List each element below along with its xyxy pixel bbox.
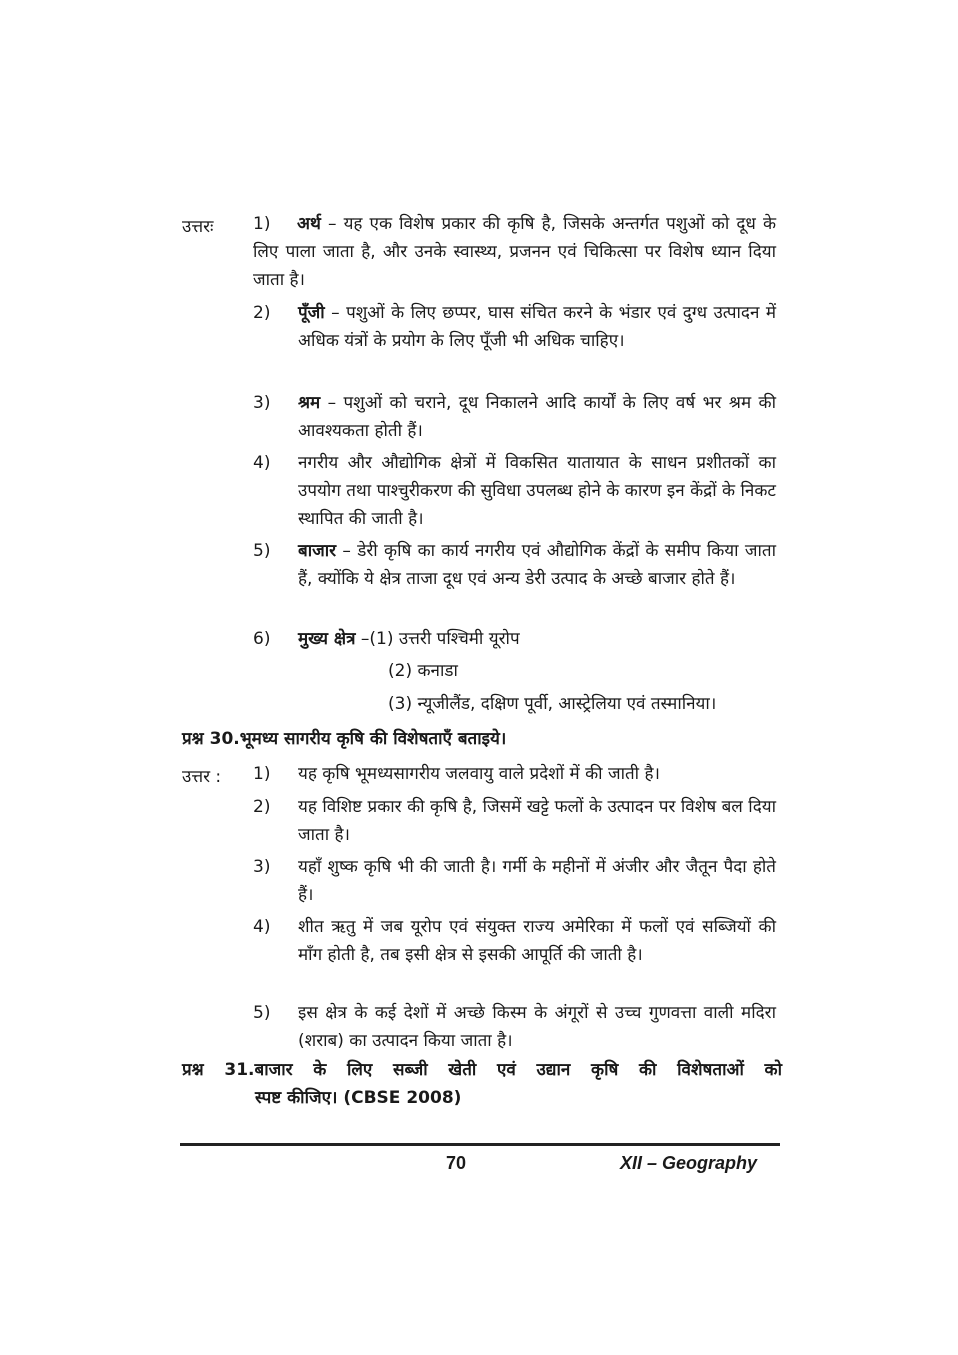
item-number: 3) — [253, 857, 271, 877]
item-number: 6) — [253, 629, 271, 649]
question-heading: प्रश्न 30.भूमध्य सागरीय कृषि की विशेषताएँ बताइये। — [182, 729, 507, 749]
question-heading-cont: स्पष्ट कीजिए। (CBSE 2008) — [255, 1088, 462, 1108]
answer-item — [298, 299, 776, 355]
answer-item — [298, 537, 776, 593]
page-number: 70 — [446, 1153, 467, 1173]
item-text: – डेरी कृषि का कार्य नगरीय एवं औद्योगिक केंद्रों के समीप किया जाता हैं, क्योंकि ये क्षेत्र ताजा दूध एवं अन्य डेरी उत्पाद के अच्छे बाजार होते हैं। — [298, 541, 776, 589]
answer-item: शीत ऋतु में जब यूरोप एवं संयुक्त राज्य अमेरिका में फलों एवं सब्जियों की माँग होती है, तब इसी क्षेत्र से इसकी आपूर्ति की जाती है। — [298, 917, 776, 965]
item-number: 2) — [253, 303, 271, 323]
item-number: 5) — [253, 1003, 271, 1023]
answer-item — [298, 389, 776, 445]
item-term: मुख्य क्षेत्र — [298, 629, 356, 649]
item-term: श्रम — [298, 393, 321, 413]
region-item: (3) न्यूजीलैंड, दक्षिण पूर्वी, आस्ट्रेलिया एवं तस्मानिया। — [388, 694, 717, 714]
item-term: पूँजी — [298, 303, 325, 323]
answer-item: यह कृषि भूमध्यसागरीय जलवायु वाले प्रदेशों में की जाती है। — [298, 764, 660, 784]
item-term: बाजार — [298, 541, 337, 561]
answer-item — [253, 210, 776, 294]
item-number: 5) — [253, 541, 271, 561]
item-number: 1) — [253, 764, 271, 784]
region-item: (2) कनाडा — [388, 661, 458, 681]
footer-subject: XII – Geography — [620, 1153, 758, 1173]
footer-divider — [180, 1143, 780, 1146]
answer-item: यह विशिष्ट प्रकार की कृषि है, जिसमें खट्टे फलों के उत्पादन पर विशेष बल दिया जाता है। — [298, 797, 776, 845]
item-text: – यह एक विशेष प्रकार की कृषि है, जिसके अन्तर्गत पशुओं को दूध के लिए पाला जाता है, और उनके स्वास्थ्य, प्रजनन एवं चिकित्सा पर विशेष ध्यान दिया जाता है। — [253, 214, 776, 290]
item-number: 4) — [253, 917, 271, 937]
item-number: 3) — [253, 393, 271, 413]
item-text: – पशुओं के लिए छप्पर, घास संचित करने के भंडार एवं दुग्ध उत्पादन में अधिक यंत्रों के प्रयोग के लिए पूँजी भी अधिक चाहिए। — [298, 303, 776, 351]
item-text: –(1) उत्तरी पश्चिमी यूरोप — [355, 629, 520, 649]
item-text: नगरीय और औद्योगिक क्षेत्रों में विकसित यातायात के साधन प्रशीतकों का उपयोग तथा पाश्चुरीकरण की सुविधा उपलब्ध होने के कारण इन केंद्रों के निकट स्थापित की जाती है। — [298, 453, 776, 529]
item-number: 4) — [253, 453, 271, 473]
item-number: 1) — [253, 214, 271, 234]
item-number: 2) — [253, 797, 271, 817]
answer-item: यहाँ शुष्क कृषि भी की जाती है। गर्मी के महीनों में अंजीर और जैतून पैदा होते हैं। — [298, 857, 776, 905]
answer-label: उत्तरः — [182, 217, 214, 237]
answer-item — [298, 625, 776, 653]
question-heading: प्रश्न 31.बाजार के लिए सब्जी खेती एवं उद्यान कृषि की विशेषताओं को — [182, 1060, 782, 1080]
item-term: अर्थ — [297, 214, 321, 234]
answer-label: उत्तर : — [182, 767, 222, 787]
answer-item — [298, 449, 776, 533]
item-text: – पशुओं को चराने, दूध निकालने आदि कार्यों के लिए वर्ष भर श्रम की आवश्यकता होती हैं। — [298, 393, 776, 441]
answer-item: इस क्षेत्र के कई देशों में अच्छे किस्म के अंगूरों से उच्च गुणवत्ता वाली मदिरा (शराब) का उत्पादन किया जाता है। — [298, 1003, 776, 1051]
